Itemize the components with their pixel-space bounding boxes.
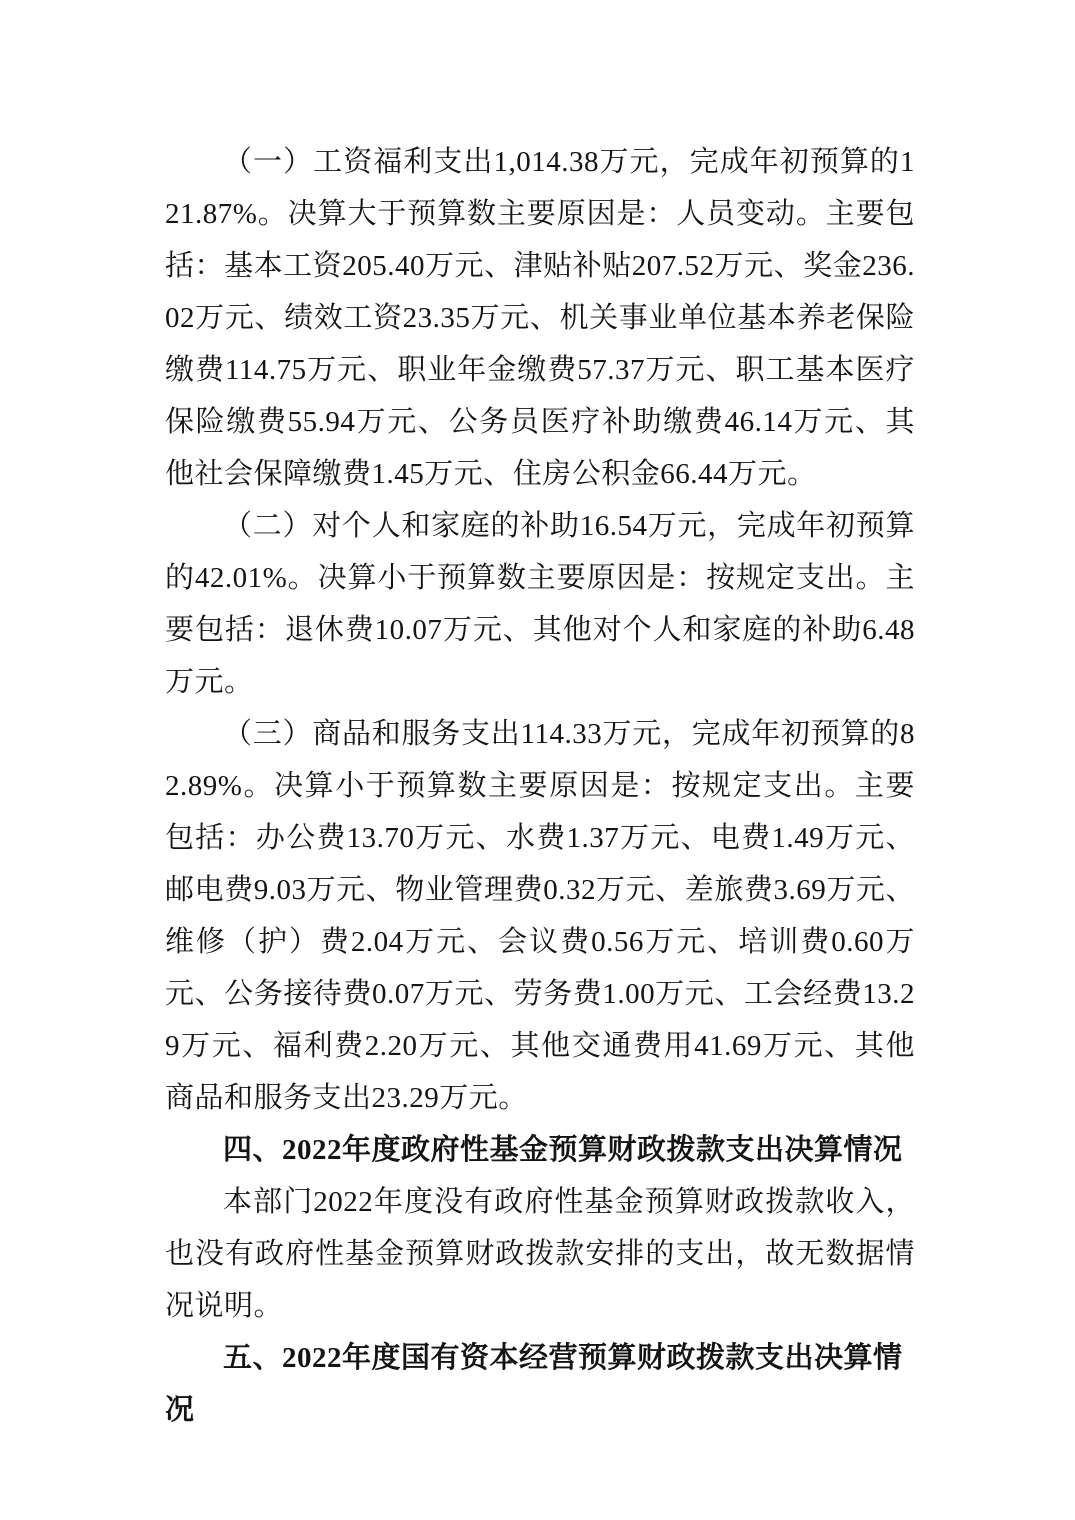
paragraph-goods-services-expense: （三）商品和服务支出114.33万元，完成年初预算的82.89%。决算小于预算数主要原因是：按规定支出。主要包括：办公费13.70万元、水费1.37万元、电费1.49万元、邮电费9.03万元、物业管理费0.32万元、差旅费3.69万元、维修（护）费2.04万元、会议费0.56万元、培训费0.60万元、公务接待费0.07万元、劳务费1.00万元、工会经费13.29万元、福利费2.20万元、其他交通费用41.69万元、其他商品和服务支出23.29万元。 [165,718,915,1114]
paragraph-wages-benefits-expense: （一）工资福利支出1,014.38万元，完成年初预算的121.87%。决算大于预算数主要原因是：人员变动。主要包括：基本工资205.40万元、津贴补贴207.52万元、奖金236.02万元、绩效工资23.35万元、机关事业单位基本养老保险缴费114.75万元、职业年金缴费57.37万元、职工基本医疗保险缴费55.94万元、公务员医疗补助缴费46.14万元、其他社会保障缴费1.45万元、住房公积金66.44万元。 [165,146,915,490]
paragraph-individual-family-subsidy: （二）对个人和家庭的补助16.54万元，完成年初预算的42.01%。决算小于预算数主要原因是：按规定支出。主要包括：退休费10.07万元、其他对个人和家庭的补助6.48万元。 [165,510,915,698]
paragraph-no-government-fund-data: 本部门2022年度没有政府性基金预算财政拨款收入，也没有政府性基金预算财政拨款安排的支出，故无数据情况说明。 [165,1186,915,1322]
section-heading-state-capital-budget: 五、2022年度国有资本经营预算财政拨款支出决算情况 [165,1342,903,1426]
section-heading-government-fund-budget: 四、2022年度政府性基金预算财政拨款支出决算情况 [223,1134,903,1166]
